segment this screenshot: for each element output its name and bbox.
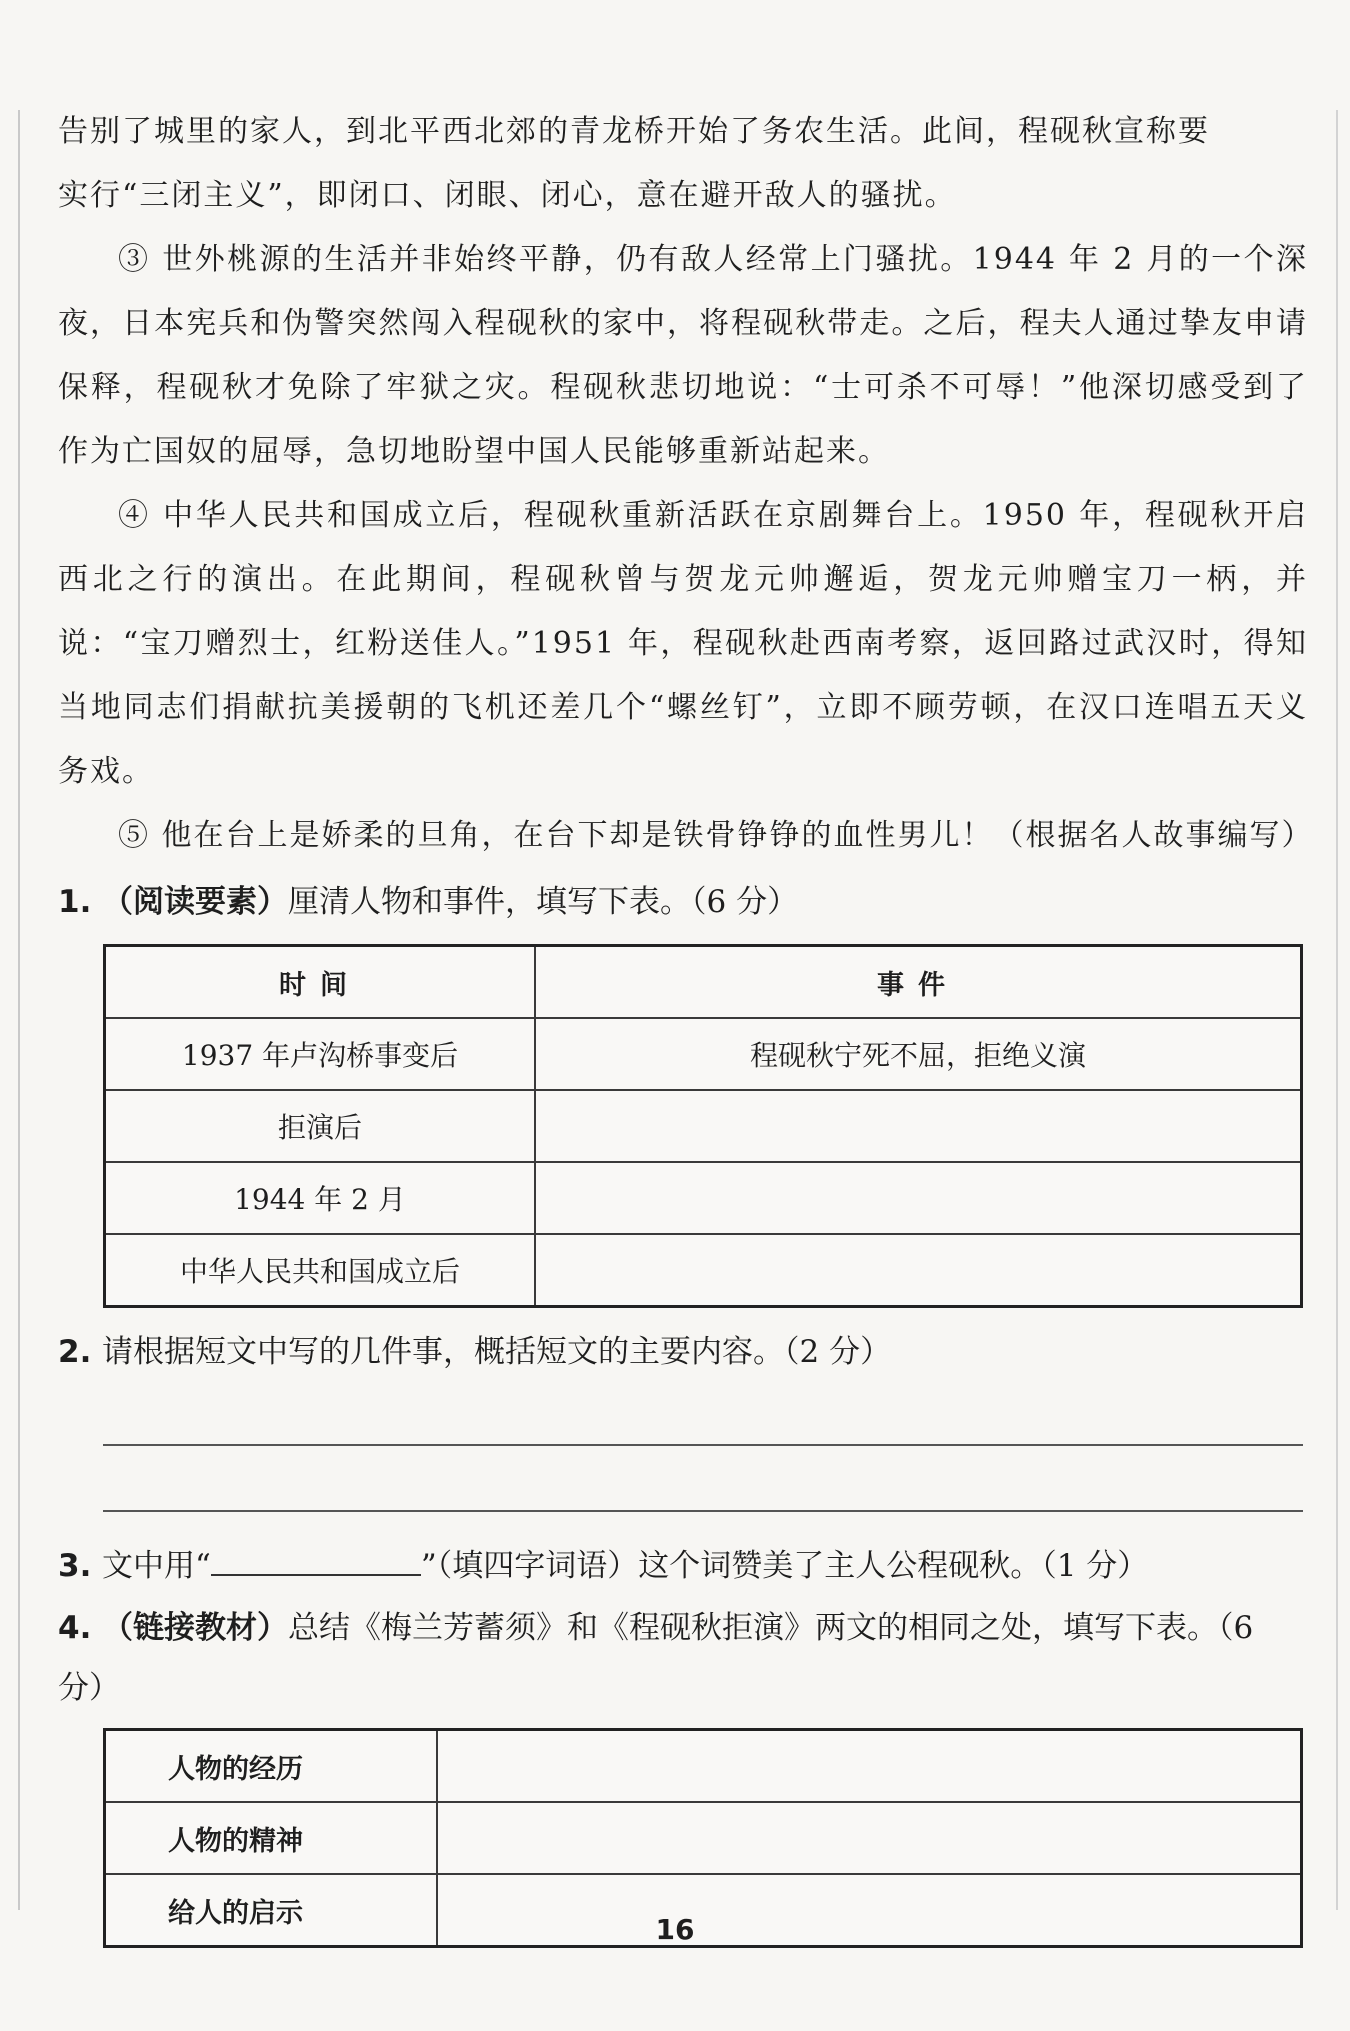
page-content: [58, 100, 1314, 1948]
row-label: 人物的精神: [105, 1802, 438, 1874]
question-tag: （链接教材）: [102, 1610, 288, 1646]
margin-line: [18, 110, 20, 1910]
page-number: 16: [655, 1913, 695, 1946]
fill-in-blank[interactable]: [211, 1546, 421, 1576]
margin-line: [1336, 110, 1338, 1910]
question-1: [58, 872, 1308, 932]
time-cell: 中华人民共和国成立后: [105, 1234, 536, 1307]
table-row: [105, 1730, 1302, 1803]
answer-cell[interactable]: [437, 1730, 1302, 1803]
question-number: 3.: [58, 1548, 92, 1584]
passage-paragraph-5: ⑤ 他在台上是娇柔的旦角，在台下却是铁骨铮铮的血性男儿！（根据名人故事编写）: [118, 818, 1314, 853]
passage-paragraph-4: ④ 中华人民共和国成立后，程砚秋重新活跃在京剧舞台上。1950 年，程砚秋开启西北之行的演出。在此期间，程砚秋曾与贺龙元帅邂逅，贺龙元帅赠宝刀一柄，并说：“宝刀赠烈士，红粉送佳人。”1951 年，程砚秋赴西南考察，返回路过武汉时，得知当地同志们捐献抗美援朝的飞机还差几个“螺丝钉”，立即不顾劳顿，在汉口连唱五天义务戏。: [58, 498, 1308, 789]
answer-cell[interactable]: [437, 1802, 1302, 1874]
answer-line[interactable]: [103, 1510, 1303, 1512]
row-label: 人物的经历: [105, 1730, 438, 1803]
question-text: 请根据短文中写的几件事，概括短文的主要内容。（2 分）: [102, 1334, 892, 1370]
row-label: 给人的启示: [105, 1874, 438, 1947]
time-cell: 拒演后: [105, 1090, 536, 1162]
event-answer-cell[interactable]: [535, 1162, 1302, 1234]
event-cell[interactable]: 程砚秋宁死不屈，拒绝义演: [535, 1018, 1302, 1090]
events-table: [103, 944, 1303, 1308]
event-answer-cell[interactable]: [535, 1234, 1302, 1307]
table-header-row: [105, 946, 1302, 1019]
header-time: 时间: [105, 946, 536, 1019]
table-row: [105, 1234, 1302, 1307]
question-text-after: ”（填四字词语）这个词赞美了主人公程砚秋。（1 分）: [420, 1548, 1149, 1584]
passage-line: 实行“三闭主义”，即闭口、闭眼、闭心，意在避开敌人的骚扰。: [58, 178, 957, 213]
answer-line[interactable]: [103, 1444, 1303, 1446]
question-3: [58, 1536, 1308, 1596]
passage-line: 告别了城里的家人，到北平西北郊的青龙桥开始了务农生活。此间，程砚秋宣称要: [58, 114, 1210, 149]
question-2: [58, 1322, 1308, 1382]
question-text: 厘清人物和事件，填写下表。（6 分）: [288, 884, 799, 920]
table-row: [105, 1090, 1302, 1162]
question-4: [58, 1598, 1308, 1718]
question-number: 4.: [58, 1610, 92, 1646]
time-cell: 1937 年卢沟桥事变后: [105, 1018, 536, 1090]
question-number: 1.: [58, 884, 92, 920]
question-number: 2.: [58, 1334, 92, 1370]
question-tag: （阅读要素）: [102, 884, 288, 920]
table-row: [105, 1162, 1302, 1234]
table-row: [105, 1018, 1302, 1090]
header-event: 事件: [535, 946, 1302, 1019]
question-text: 总结《梅兰芳蓄须》和《程砚秋拒演》两文的相同之处，填写下表。（6 分）: [58, 1610, 1254, 1706]
time-cell: 1944 年 2 月: [105, 1162, 536, 1234]
passage-paragraph-3: ③ 世外桃源的生活并非始终平静，仍有敌人经常上门骚扰。1944 年 2 月的一个深夜，日本宪兵和伪警突然闯入程砚秋的家中，将程砚秋带走。之后，程夫人通过挚友申请保释，程砚秋才免除了牢狱之灾。程砚秋悲切地说：“士可杀不可辱！”他深切感受到了作为亡国奴的屈辱，急切地盼望中国人民能够重新站起来。: [58, 242, 1308, 469]
table-row: [105, 1802, 1302, 1874]
question-text-before: 文中用“: [102, 1548, 211, 1584]
event-answer-cell[interactable]: [535, 1090, 1302, 1162]
